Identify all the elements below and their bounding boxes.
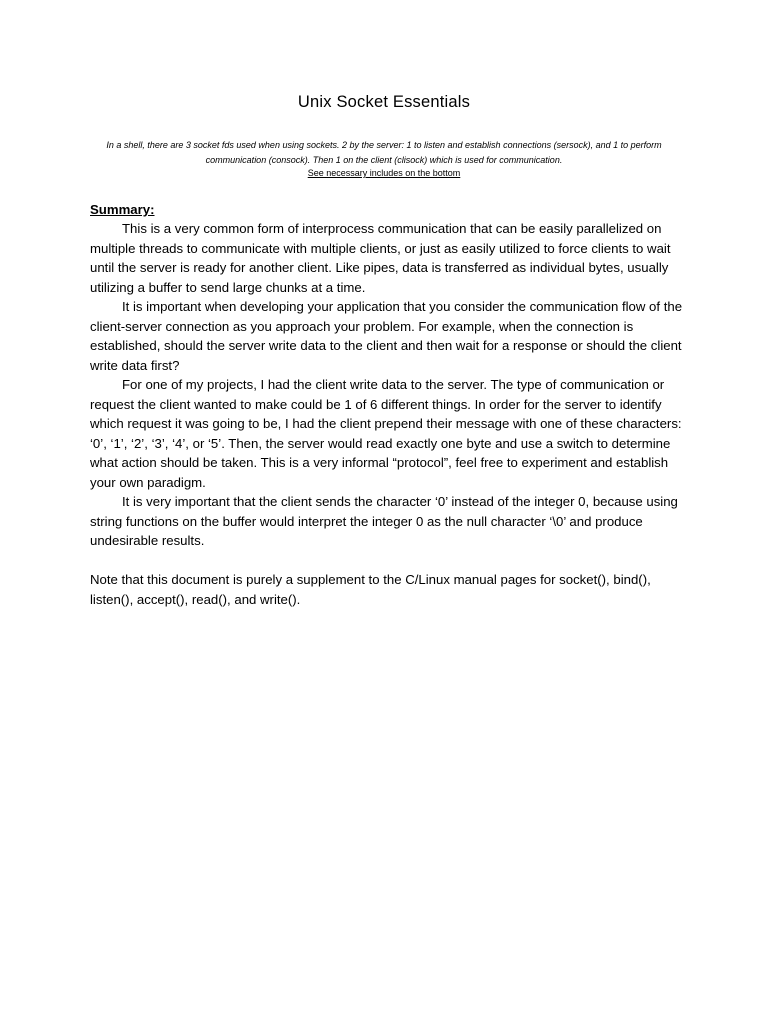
note-section — [90, 570, 690, 609]
document-title: Unix Socket Essentials — [297, 93, 471, 111]
includes-link[interactable]: See necessary includes on the bottom — [307, 168, 461, 178]
summary-paragraph: It is very important that the client sends the character ‘0’ instead of the integer 0, because using string functions on the buffer would interpret the integer 0 as the null character ‘\0’ and produce undesirable results. — [90, 494, 678, 548]
note-text: Note that this document is purely a supplement to the C/Linux manual pages for socket(), bind(), listen(), accept(), read(), and write(). — [90, 572, 651, 607]
summary-body — [90, 219, 690, 551]
summary-paragraph: It is important when developing your application that you consider the communication flow of the client-server connection as you approach your problem. For example, when the connection is established, should the server write data to the client and then wait for a response or should the client write data first? — [90, 299, 683, 373]
summary-heading: Summary: — [90, 202, 155, 217]
summary-paragraph: This is a very common form of interprocess communication that can be easily parallelized on multiple threads to communicate with multiple clients, or just as easily utilized to force clients to wait until the server is ready for another client. Like pipes, data is transferred as individual bytes, usually utilizing a buffer to send large chunks at a time. — [90, 221, 671, 295]
summary-paragraph: For one of my projects, I had the client write data to the server. The type of communication or request the client wanted to make could be 1 of 6 different things. In order for the server to identify which request it was going to be, I had the client prepend their message with one of these characters: ‘0’, ‘1’, ‘2’, ‘3’, ‘4’, or ‘5’. Then, the server would read exactly one byte and use a switch to determine what action should be taken. This is a very informal “protocol”, feel free to experiment and establish your own paradigm. — [90, 377, 682, 490]
intro-text: In a shell, there are 3 socket fds used when using sockets. 2 by the server: 1 to listen and establish connections (sersock), and 1 to perform communication (consock). Then 1 on the client (clisock) which is used for communication. — [106, 140, 662, 165]
